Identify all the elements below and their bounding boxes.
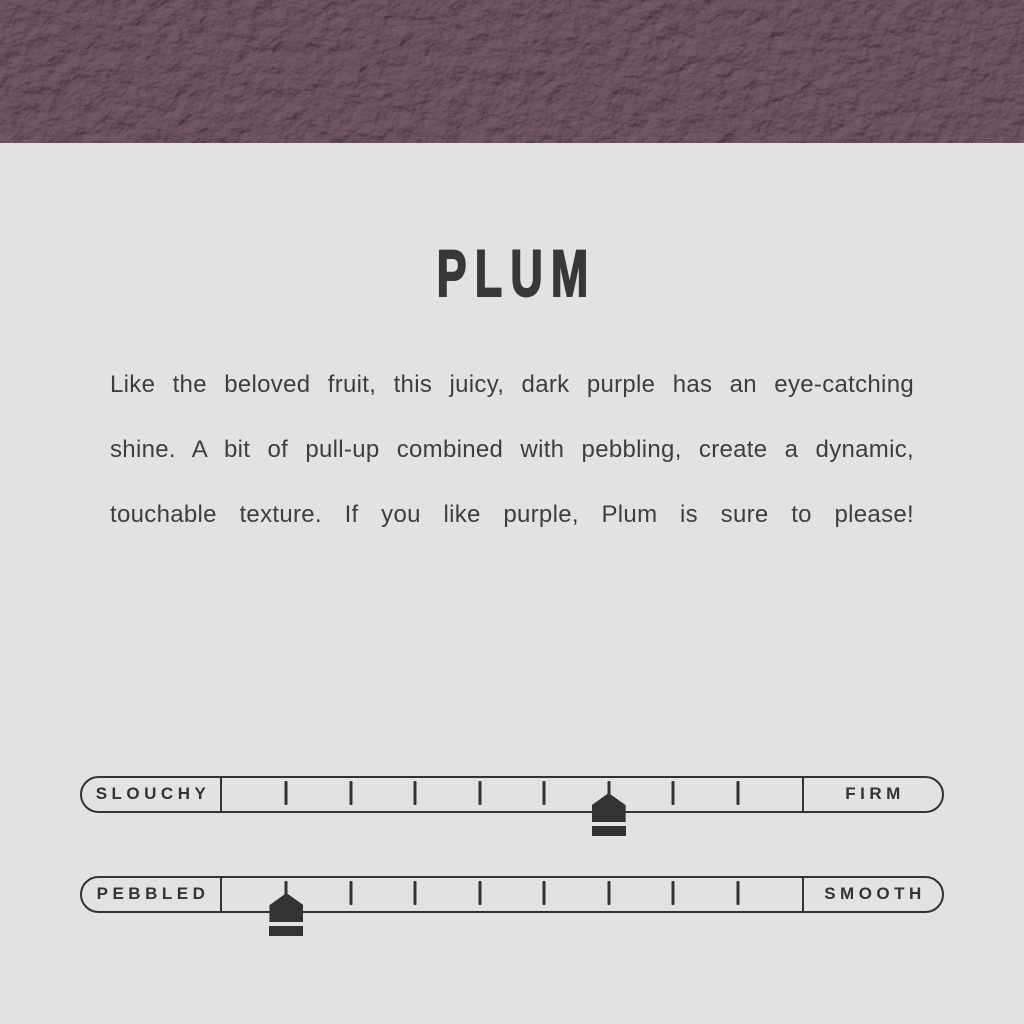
scale-tick	[414, 781, 417, 805]
scale-tick	[672, 781, 675, 805]
scale-tick	[349, 881, 352, 905]
description-line: Like the beloved fruit, this juicy, dark purple has an eye-catching	[110, 371, 914, 398]
scale-tick	[543, 881, 546, 905]
scale-tick	[414, 881, 417, 905]
scale-tick	[478, 781, 481, 805]
scale-right-label: FIRM	[845, 784, 905, 803]
scale-tick	[736, 881, 739, 905]
scale-track	[220, 778, 804, 811]
scale-pebbled-smooth	[80, 876, 944, 913]
color-description	[110, 352, 914, 547]
marker-base	[269, 926, 303, 936]
scale-track	[220, 878, 804, 911]
scale-tick	[349, 781, 352, 805]
scale-right-label: SMOOTH	[824, 884, 926, 903]
marker-pin-icon	[269, 893, 303, 922]
scale-marker-icon	[269, 893, 303, 936]
scale-tick	[543, 781, 546, 805]
page-title-text: PLUM	[436, 236, 596, 310]
scale-marker-icon	[592, 793, 626, 836]
leather-texture-photo	[0, 0, 1024, 143]
scale-tick	[285, 781, 288, 805]
page-title	[0, 236, 1024, 310]
scale-tick	[672, 881, 675, 905]
scale-tick	[736, 781, 739, 805]
scale-slouchy-firm	[80, 776, 944, 813]
scale-left-label: PEBBLED	[96, 884, 210, 903]
scale-tick	[607, 881, 610, 905]
scale-tick	[478, 881, 481, 905]
marker-pin-icon	[592, 793, 626, 822]
description-line: touchable texture. If you like purple, Plum is sure to please!	[110, 501, 914, 528]
marker-base	[592, 826, 626, 836]
description-line: shine. A bit of pull-up combined with pebbling, create a dynamic,	[110, 436, 914, 463]
leather-texture-graphic	[0, 0, 1024, 143]
scale-left-label: SLOUCHY	[95, 784, 211, 803]
